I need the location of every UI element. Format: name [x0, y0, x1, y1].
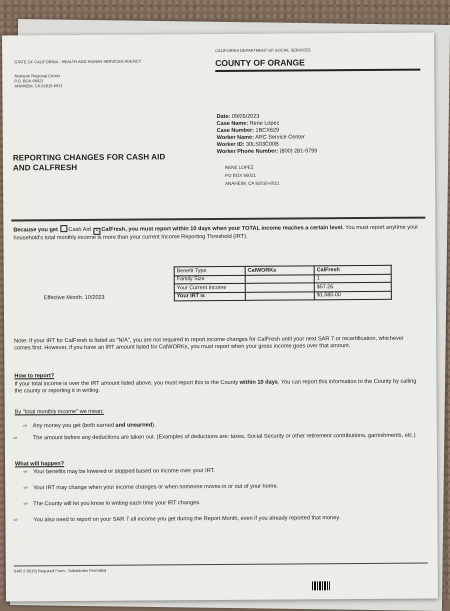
footer-rule: [14, 563, 428, 567]
how-to-report-heading: How to report?: [14, 373, 55, 380]
cash-aid-label: Cash Aid: [68, 226, 91, 234]
how-text-a: If your total income is over the IRT amount listed above, you must report this to the County: [14, 379, 240, 388]
section-divider: [11, 217, 425, 221]
list-item: [23, 421, 418, 431]
document-title: [13, 152, 166, 173]
intro-prefix: Because you get: [13, 227, 58, 234]
right-agency: CALIFORNIA DEPARTMENT OF SOCIAL SERVICES: [215, 47, 311, 54]
worker-name-label: Worker Name:: [216, 134, 254, 142]
recipient-line: PO BOX 66021: [224, 172, 257, 178]
arrow-icon: ➾: [12, 435, 18, 442]
case-name-value: Rene Lopez: [249, 120, 280, 127]
county-name: COUNTY OF ORANGE: [215, 57, 305, 69]
table-cell: $57.26: [314, 282, 391, 291]
date-value: 09/05/2023: [231, 113, 260, 120]
arrow-icon: ➾: [23, 501, 29, 508]
how-text-b: . You can report this information to the County by calling the county or reporting it in writing.: [14, 378, 417, 395]
arrow-icon: ➾: [23, 469, 28, 476]
table-cell: Family Size: [174, 275, 245, 284]
worker-phone-label: Worker Phone Number:: [216, 148, 279, 156]
intro-paragraph: [13, 223, 418, 243]
table-cell: [245, 291, 314, 300]
worker-name-value: ARC Service Center: [255, 134, 305, 141]
table-cell: Your IRT is: [174, 292, 245, 301]
worker-phone-value: (800) 281-9799: [279, 148, 318, 155]
intro-rest: You must report anytime your household's total monthly income is more than your current Income Reporting Threshold (IRT).: [13, 224, 419, 242]
list-item: [23, 483, 418, 493]
what-happen-heading: What will happen?: [15, 461, 65, 468]
item-text: The County will let you know in writing each time your IRT changes.: [33, 500, 201, 508]
item-text: The amount before any deductions are taken out. (Examples of deductions are: taxes, Social Security or other retirement contributions, garnishments, etc.): [32, 432, 416, 442]
sender-line: P.O. BOX 66021: [14, 78, 44, 84]
case-name-label: Case Name:: [216, 120, 249, 128]
total-income-heading: By "total monthly income" we mean:: [14, 408, 104, 416]
item-text: Any money you get (both earned: [32, 422, 116, 430]
list-item: [13, 515, 428, 525]
item-text: ).: [152, 422, 156, 429]
arrow-icon: ➾: [13, 517, 19, 524]
table-header: Benefit Type: [174, 266, 245, 275]
item-bold: and unearned: [115, 422, 153, 429]
table-row: [174, 291, 391, 301]
item-text: Your benefits may be lowered or stopped based on income over your IRT.: [33, 468, 216, 476]
notice-document: [2, 32, 438, 601]
barcode-icon: [312, 581, 330, 590]
table-cell: 1: [314, 274, 391, 283]
cash-aid-checkbox: [60, 225, 67, 232]
effective-month: Effective Month: 10/2023: [43, 294, 105, 302]
note-paragraph: Note: If your IRT for CalFresh is listed as "N/A", you are not required to report income changes for CalFresh until your next SAR 7 or recertification, whichever comes first. However, if you have an IRT amount listed for CalWORKs, you must report when your gross income goes over that amount.: [14, 335, 404, 352]
item-text: You also need to report on your SAR 7 all income you get during the Report Month, even if you already reported that money.: [33, 515, 341, 524]
left-agency: STATE OF CALIFORNIA - HEALTH AND HUMAN SERVICES AGENCY: [14, 58, 142, 65]
sender-line: Anaheim Regional Center: [14, 73, 61, 79]
case-number-label: Case Number:: [216, 127, 255, 135]
table-cell: Your Current Income: [174, 283, 245, 292]
county-rule: [215, 69, 420, 72]
list-item: [23, 467, 418, 477]
table-header: CalFresh: [314, 265, 391, 274]
list-item: [12, 432, 428, 443]
form-footer: SAR 2 (6/19) Required Form - Substitutes Permitted: [13, 567, 107, 574]
case-number-value: 1BCX629: [255, 127, 280, 134]
table-header: CalWORKs: [245, 266, 314, 275]
date-label: Date:: [216, 113, 231, 121]
calfresh-statement: CalFresh, you must report within 10 days when your TOTAL income reaches a certain level.: [101, 225, 344, 233]
worker-id-label: Worker ID:: [216, 141, 245, 149]
item-text: Your IRT may change when your income changes or when someone moves in or out of your home.: [33, 483, 279, 492]
sender-line: ANAHEIM, CA 92816-6021: [14, 83, 63, 89]
worker-id-value: 30LS03C00B: [246, 141, 279, 148]
arrow-icon: ➾: [22, 423, 28, 430]
sender-address: [14, 73, 62, 88]
arrow-icon: ➾: [23, 485, 28, 492]
recipient-line: ANAHEIM, CA 92816-6021: [225, 180, 280, 186]
title-line: REPORTING CHANGES FOR CASH AID: [12, 152, 166, 163]
recipient-line: RENE LOPEZ: [224, 164, 254, 170]
list-item: [23, 499, 418, 509]
case-info: [217, 113, 318, 156]
title-line: AND CALFRESH: [12, 162, 78, 173]
table-cell: $1,580.00: [314, 291, 391, 300]
calfresh-checkbox: ×: [93, 228, 100, 235]
how-to-report-text: [14, 379, 419, 397]
how-text-bold: within 10 days: [239, 379, 278, 386]
recipient-address: [225, 164, 279, 188]
irt-table: [174, 265, 392, 302]
